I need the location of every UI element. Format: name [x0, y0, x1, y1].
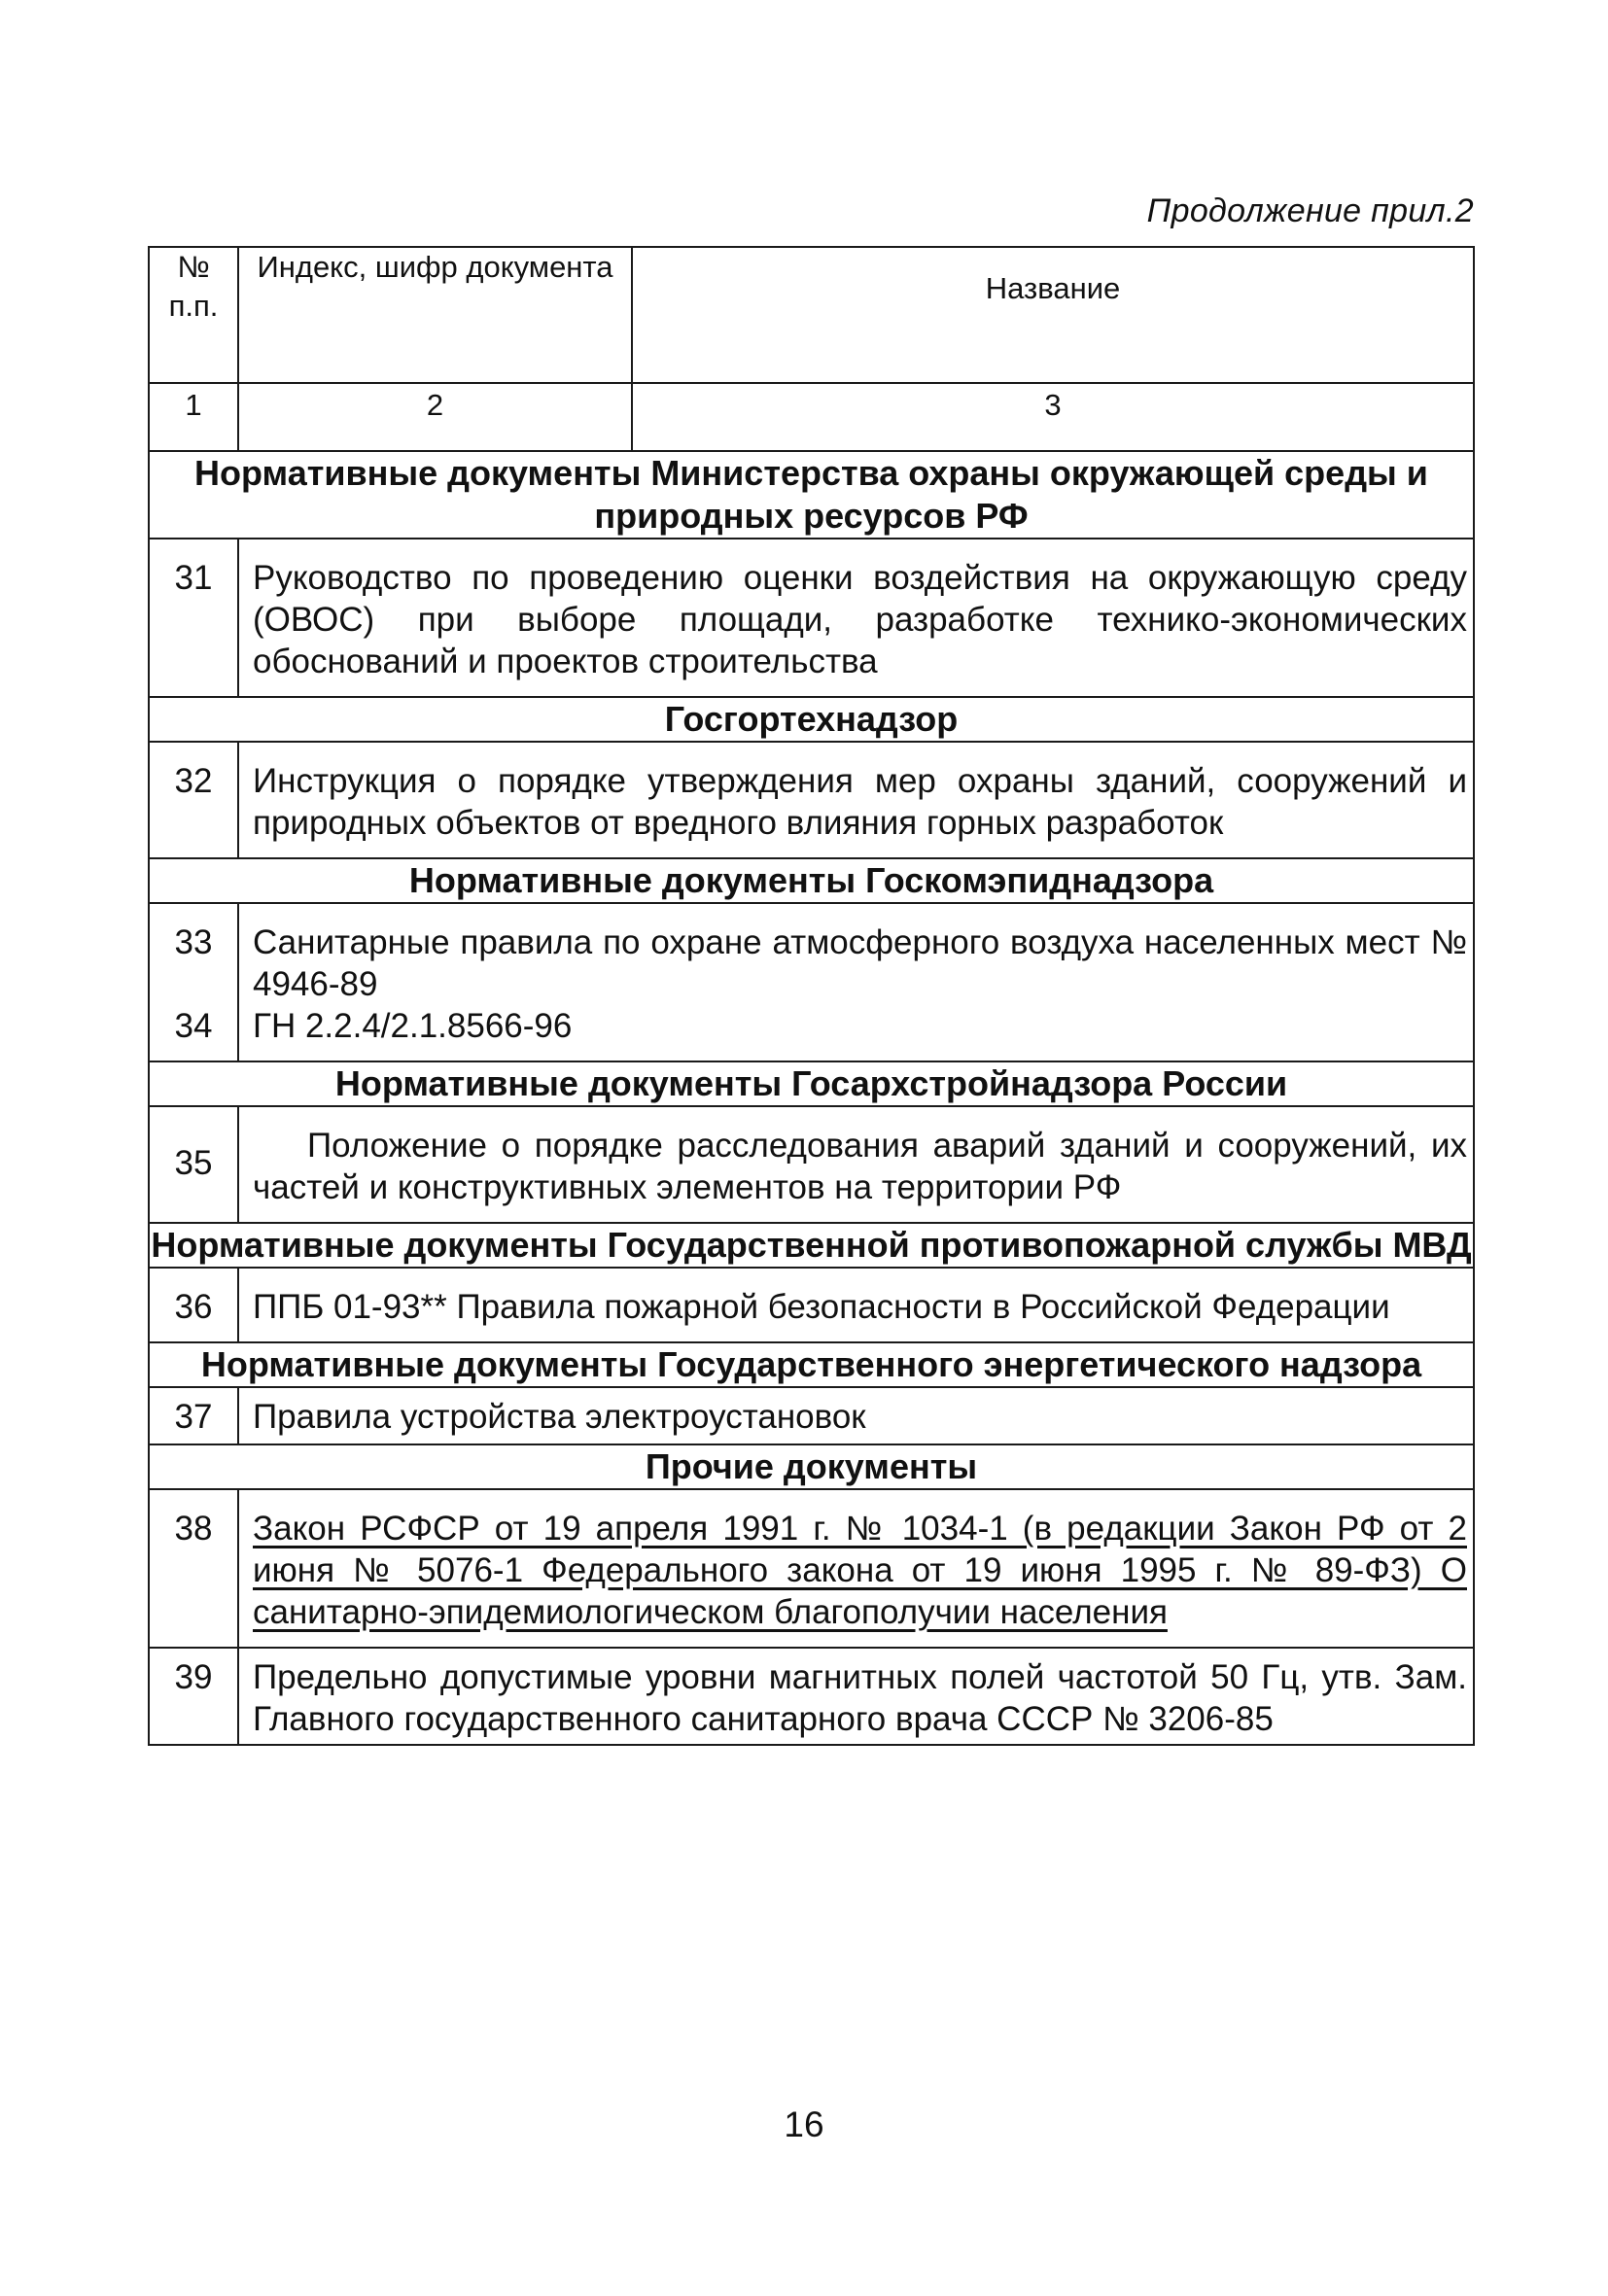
- column-number-3: 3: [632, 383, 1474, 451]
- row-number: 33: [174, 923, 213, 961]
- page-number: 16: [784, 2105, 824, 2144]
- header-title: Название: [632, 247, 1474, 383]
- section-title: Нормативные документы Госархстройнадзора России: [149, 1061, 1474, 1106]
- section-title: Прочие документы: [149, 1444, 1474, 1489]
- row-number: 31: [149, 539, 238, 697]
- section-title: Нормативные документы Государственного энергетического надзора: [149, 1342, 1474, 1387]
- documents-table: [148, 246, 1475, 1746]
- column-numbers-row: [149, 383, 1474, 451]
- row-text: Предельно допустимые уровни магнитных полей частотой 50 Гц, утв. Зам. Главного государственного санитарного врача СССР № 3206-85: [238, 1648, 1474, 1745]
- section-row: [149, 1342, 1474, 1387]
- row-text: Закон РСФСР от 19 апреля 1991 г. № 1034-1 (в редакции Закон РФ от 2 июня № 5076-1 Федерального закона от 19 июня 1995 г. № 89-ФЗ) О санитарно-эпидемиологическом благополучии населения: [238, 1489, 1474, 1648]
- table-caption: Продолжение прил.2: [1146, 192, 1474, 229]
- row-text-pair: [238, 903, 1474, 1061]
- section-title: Госгортехнадзор: [149, 697, 1474, 742]
- section-row: [149, 858, 1474, 903]
- row-number: 36: [149, 1268, 238, 1342]
- section-row: [149, 1061, 1474, 1106]
- section-row: [149, 1223, 1474, 1268]
- table-row: [149, 1648, 1474, 1745]
- table-row: [149, 1387, 1474, 1444]
- header-number: № п.п.: [149, 247, 238, 383]
- section-title: Нормативные документы Министерства охраны окружающей среды и природных ресурсов РФ: [149, 451, 1474, 539]
- section-row: [149, 697, 1474, 742]
- row-text: ГН 2.2.4/2.1.8566-96: [253, 1007, 573, 1045]
- row-text: Положение о порядке расследования аварий зданий и сооружений, их частей и конструктивных элементов на территории РФ: [238, 1106, 1474, 1223]
- section-row: [149, 1444, 1474, 1489]
- section-title: Нормативные документы Госкомэпиднадзора: [149, 858, 1474, 903]
- row-number: 32: [149, 742, 238, 858]
- table-row: [149, 903, 1474, 1061]
- table-row: [149, 1268, 1474, 1342]
- row-number: 39: [149, 1648, 238, 1745]
- row-number: 35: [149, 1106, 238, 1223]
- row-text: Инструкция о порядке утверждения мер охраны зданий, сооружений и природных объектов от вредного влияния горных разработок: [238, 742, 1474, 858]
- row-number: 38: [149, 1489, 238, 1648]
- table-row: [149, 539, 1474, 697]
- row-number-pair: [149, 903, 238, 1061]
- header-index: Индекс, шифр документа: [238, 247, 632, 383]
- section-title: Нормативные документы Государственной противопожарной службы МВД: [149, 1223, 1474, 1268]
- table-header-row: [149, 247, 1474, 383]
- row-text: ППБ 01-93** Правила пожарной безопасности в Российской Федерации: [238, 1268, 1474, 1342]
- column-number-2: 2: [238, 383, 632, 451]
- row-number: 34: [174, 1007, 213, 1045]
- row-number: 37: [149, 1387, 238, 1444]
- row-text: Санитарные правила по охране атмосферного воздуха населенных мест № 4946-89: [253, 923, 1467, 1003]
- column-number-1: 1: [149, 383, 238, 451]
- row-text: Руководство по проведению оценки воздействия на окружающую среду (ОВОС) при выборе площади, разработке технико-экономических обоснований и проектов строительства: [238, 539, 1474, 697]
- table-row: [149, 1106, 1474, 1223]
- row-text: Правила устройства электроустановок: [238, 1387, 1474, 1444]
- table-row: [149, 1489, 1474, 1648]
- table-row: [149, 742, 1474, 858]
- section-row: [149, 451, 1474, 539]
